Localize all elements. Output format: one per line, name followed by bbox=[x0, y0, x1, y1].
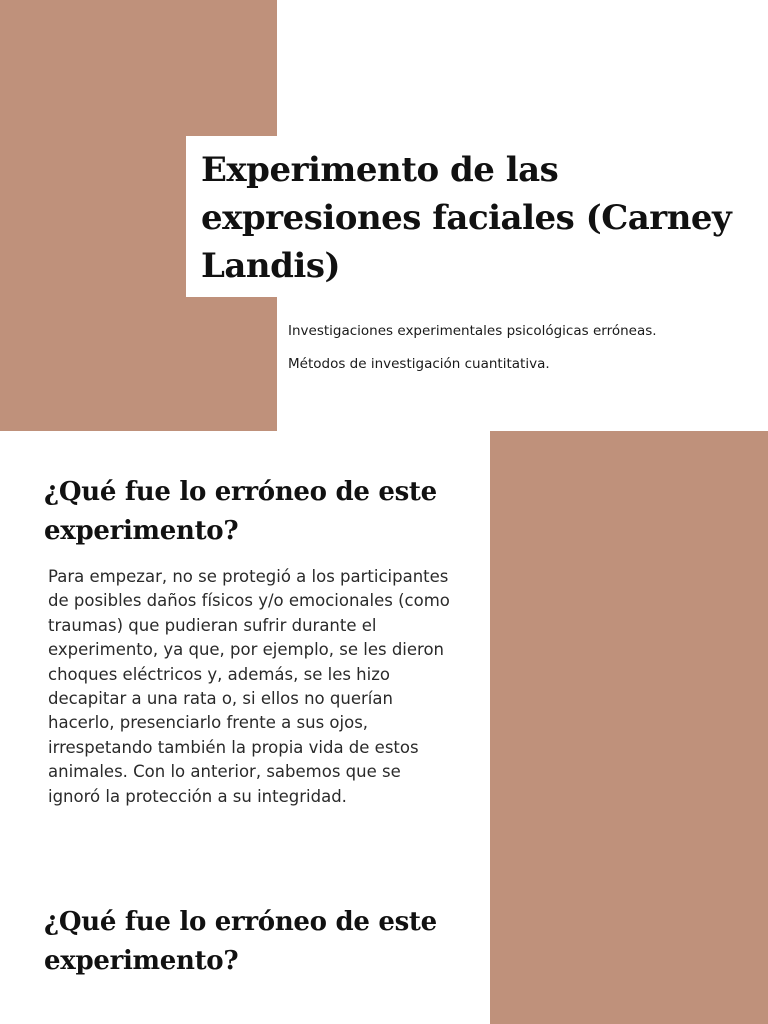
section-heading: ¿Qué fue lo erróneo de este experimento? bbox=[44, 907, 437, 976]
decorative-block-bottom-right bbox=[490, 431, 768, 1024]
cut-off-text-line bbox=[48, 1014, 453, 1024]
title-card bbox=[186, 136, 768, 297]
subtitle-method: Métodos de investigación cuantitativa. bbox=[288, 356, 550, 372]
section-heading: ¿Qué fue lo erróneo de este experimento? bbox=[44, 477, 437, 546]
subtitle-category: Investigaciones experimentales psicológicas erróneas. bbox=[288, 323, 657, 339]
page-title: Experimento de las expresiones faciales (Carney Landis) bbox=[201, 150, 732, 286]
section-body: Para empezar, no se protegió a los participantes de posibles daños físicos y/o emocionales (como traumas) que pudieran sufrir durante el experimento, ya que, por ejemplo, se les dieron choques eléctricos y, además, se les hizo decapitar a una rata o, si ellos no querían hacerlo, presenciarlo frente a sus ojos, irrespetando también la propia vida de estos animales. Con lo anterior, sabemos que se ignoró la protección a su integridad. bbox=[48, 567, 450, 806]
